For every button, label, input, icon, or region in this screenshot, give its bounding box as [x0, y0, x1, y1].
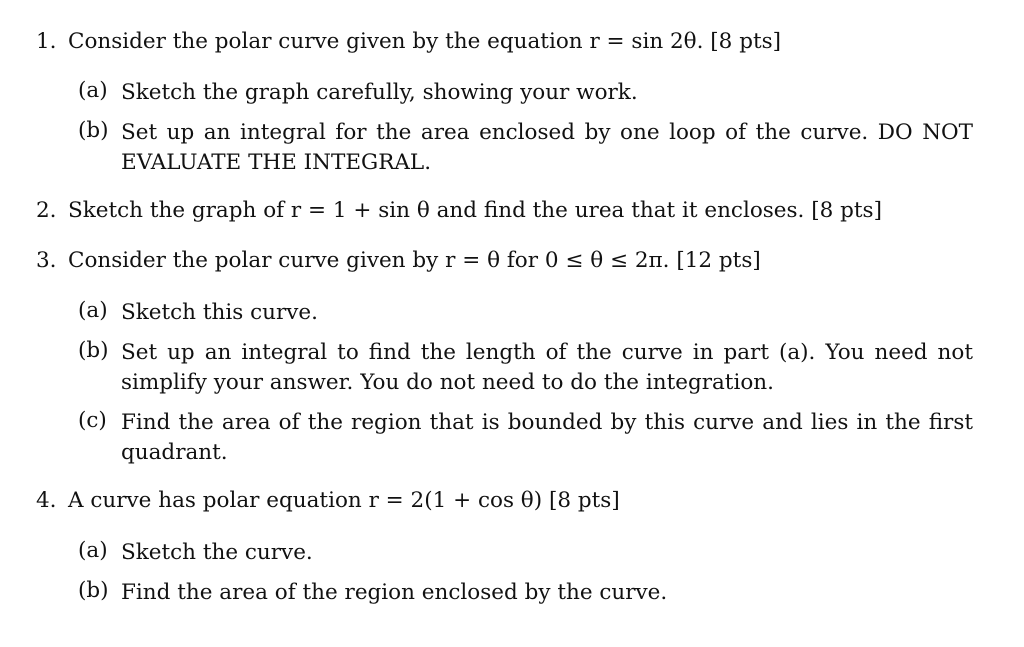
problem-1 — [36, 29, 976, 54]
part-label: (a) — [78, 538, 108, 563]
problem-4-part-b — [78, 578, 973, 608]
problem-number: 1. — [36, 29, 57, 54]
problem-3-part-a — [78, 298, 973, 328]
problem-1-part-b — [78, 118, 973, 178]
part-text: Set up an integral to find the length of the curve in part (a). You need not simplify your answer. You do not need to do the integration. — [121, 340, 973, 395]
part-text: Sketch this curve. — [121, 300, 318, 325]
problem-text: A curve has polar equation r = 2(1 + cos θ) [8 pts] — [68, 488, 620, 513]
problem-4 — [36, 488, 976, 513]
problem-3-part-b — [78, 338, 973, 398]
problem-3 — [36, 248, 976, 273]
problem-text: Sketch the graph of r = 1 + sin θ and find the urea that it encloses. [8 pts] — [68, 198, 882, 223]
problem-number: 2. — [36, 198, 57, 223]
part-text: Sketch the graph carefully, showing your work. — [121, 80, 638, 105]
problem-1-part-a — [78, 78, 973, 108]
part-label: (a) — [78, 298, 108, 323]
problem-text: Consider the polar curve given by the equation r = sin 2θ. [8 pts] — [68, 29, 782, 54]
part-text: Find the area of the region enclosed by the curve. — [121, 580, 668, 605]
part-text: Sketch the curve. — [121, 540, 313, 565]
part-label: (b) — [78, 338, 109, 363]
problem-4-part-a — [78, 538, 973, 568]
part-label: (b) — [78, 578, 109, 603]
problem-2 — [36, 198, 976, 223]
problem-3-part-c — [78, 408, 973, 468]
part-text: Find the area of the region that is bounded by this curve and lies in the first quadrant. — [121, 410, 973, 465]
part-label: (a) — [78, 78, 108, 103]
problem-number: 3. — [36, 248, 57, 273]
part-text: Set up an integral for the area enclosed by one loop of the curve. DO NOT EVALUATE THE INTEGRAL. — [121, 120, 973, 175]
part-label: (c) — [78, 408, 107, 433]
problem-number: 4. — [36, 488, 57, 513]
problem-text: Consider the polar curve given by r = θ for 0 ≤ θ ≤ 2π. [12 pts] — [68, 248, 761, 273]
part-label: (b) — [78, 118, 109, 143]
